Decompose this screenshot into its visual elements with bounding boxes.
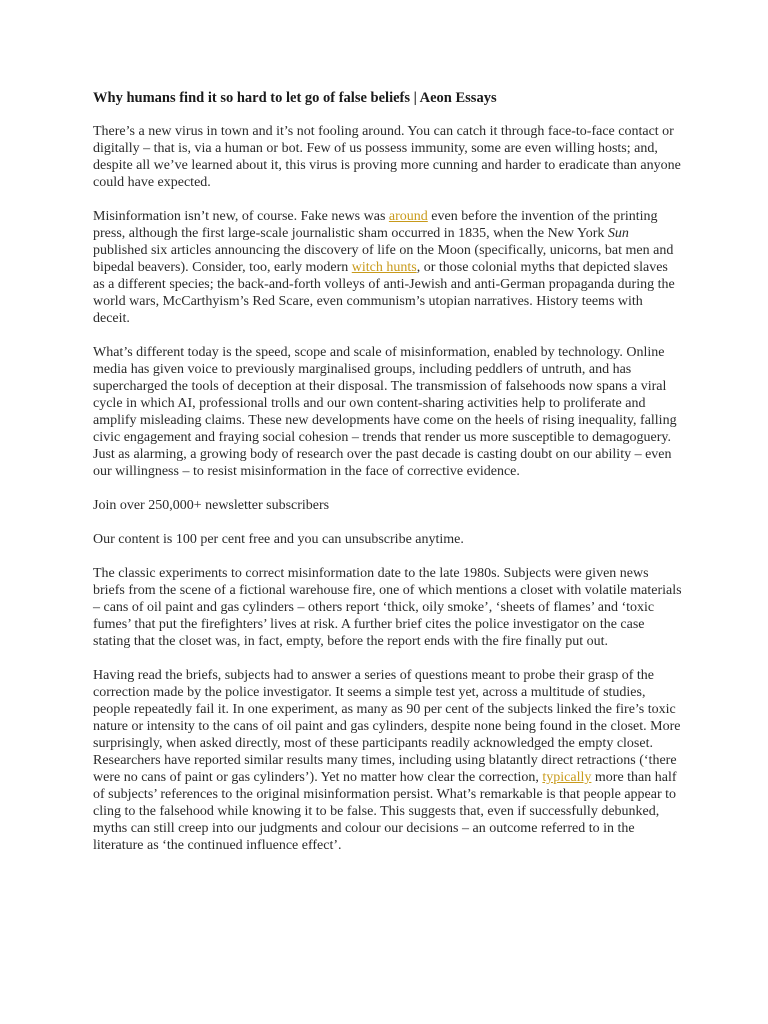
- newsletter-note: Our content is 100 per cent free and you can unsubscribe anytime.: [93, 532, 464, 547]
- article: [93, 88, 683, 871]
- paragraph-history: [93, 208, 683, 327]
- newsletter-callout: Join over 250,000+ newsletter subscribers: [93, 498, 330, 513]
- paragraph-text: more than half of subjects’ references to the original misinformation persist. What’s remarkable is that people appear to cling to the falsehood while knowing it to be false. This suggests that, even if successfully debunked, myths can still creep into our judgments and colour our decisions – an outcome referred to in the literature as ‘the continued influence effect’.: [93, 770, 677, 853]
- paragraph-today: What’s different today is the speed, scope and scale of misinformation, enabled by technology. Online media has given voice to previously marginalised groups, including peddlers of untruth, and has supercharged the tools of deception at their disposal. The transmission of falsehoods now spans a viral cycle in which AI, professional trolls and our own content-sharing activities help to proliferate and amplify misleading claims. These new developments have come on the heels of rising inequality, falling civic engagement and fraying social cohesion – trends that render us more susceptible to demagoguery. Just as alarming, a growing body of research over the past decade is casting doubt on our ability – even our willingness – to resist misinformation in the face of corrective evidence.: [93, 345, 677, 479]
- link-witch-hunts[interactable]: witch hunts: [351, 260, 417, 275]
- link-typically[interactable]: typically: [542, 770, 592, 785]
- paragraph-results: [93, 667, 683, 854]
- paragraph-text: , or those colonial myths that depicted slaves as a different species; the back-and-forth volleys of anti-Jewish and anti-German propaganda during the world wars, McCarthyism’s Red Scare, even communism’s utopian narratives. History teems with deceit.: [93, 260, 675, 326]
- newspaper-name: Sun: [607, 226, 629, 241]
- paragraph-text: Having read the briefs, subjects had to answer a series of questions meant to probe their grasp of the correction made by the police investigator. It seems a simple test yet, across a multitude of studies, people repeatedly fail it. In one experiment, as many as 90 per cent of the subjects linked the fire’s toxic nature or intensity to the cans of oil paint and gas cylinders, despite none being found in the closet. More surprisingly, when asked directly, most of these participants readily acknowledged the empty closet. Researchers have reported similar results many times, including using blatantly direct retractions (‘there were no cans of paint or gas cylinders’). Yet no matter how clear the correction,: [93, 668, 681, 785]
- paragraph-text: published six articles announcing the discovery of life on the Moon (specifically, unicorns, bat men and bipedal beavers). Consider, too, early modern: [93, 243, 674, 275]
- paragraph-text: even before the invention of the printing press, although the first large-scale journalistic sham occurred in 1835, when the New York: [93, 209, 658, 241]
- paragraph-text: Misinformation isn’t new, of course. Fake news was: [93, 209, 389, 224]
- link-around[interactable]: around: [388, 209, 428, 224]
- paragraph-intro: There’s a new virus in town and it’s not fooling around. You can catch it through face-to-face contact or digitally – that is, via a human or bot. Few of us possess immunity, some are even willing hosts; and, despite all we’ve learned about it, this virus is proving more cunning and harder to eradicate than anyone could have expected.: [93, 124, 681, 190]
- page-title: Why humans find it so hard to let go of false beliefs | Aeon Essays: [93, 90, 497, 106]
- paragraph-experiments: The classic experiments to correct misinformation date to the late 1980s. Subjects were given news briefs from the scene of a fictional warehouse fire, one of which mentions a closet with volatile materials – cans of oil paint and gas cylinders – others report ‘thick, oily smoke’, ‘sheets of flames’ and ‘toxic fumes’ that put the firefighters’ lives at risk. A further brief cites the police investigator on the case stating that the closet was, in fact, empty, before the report ends with the fire finally put out.: [93, 566, 682, 649]
